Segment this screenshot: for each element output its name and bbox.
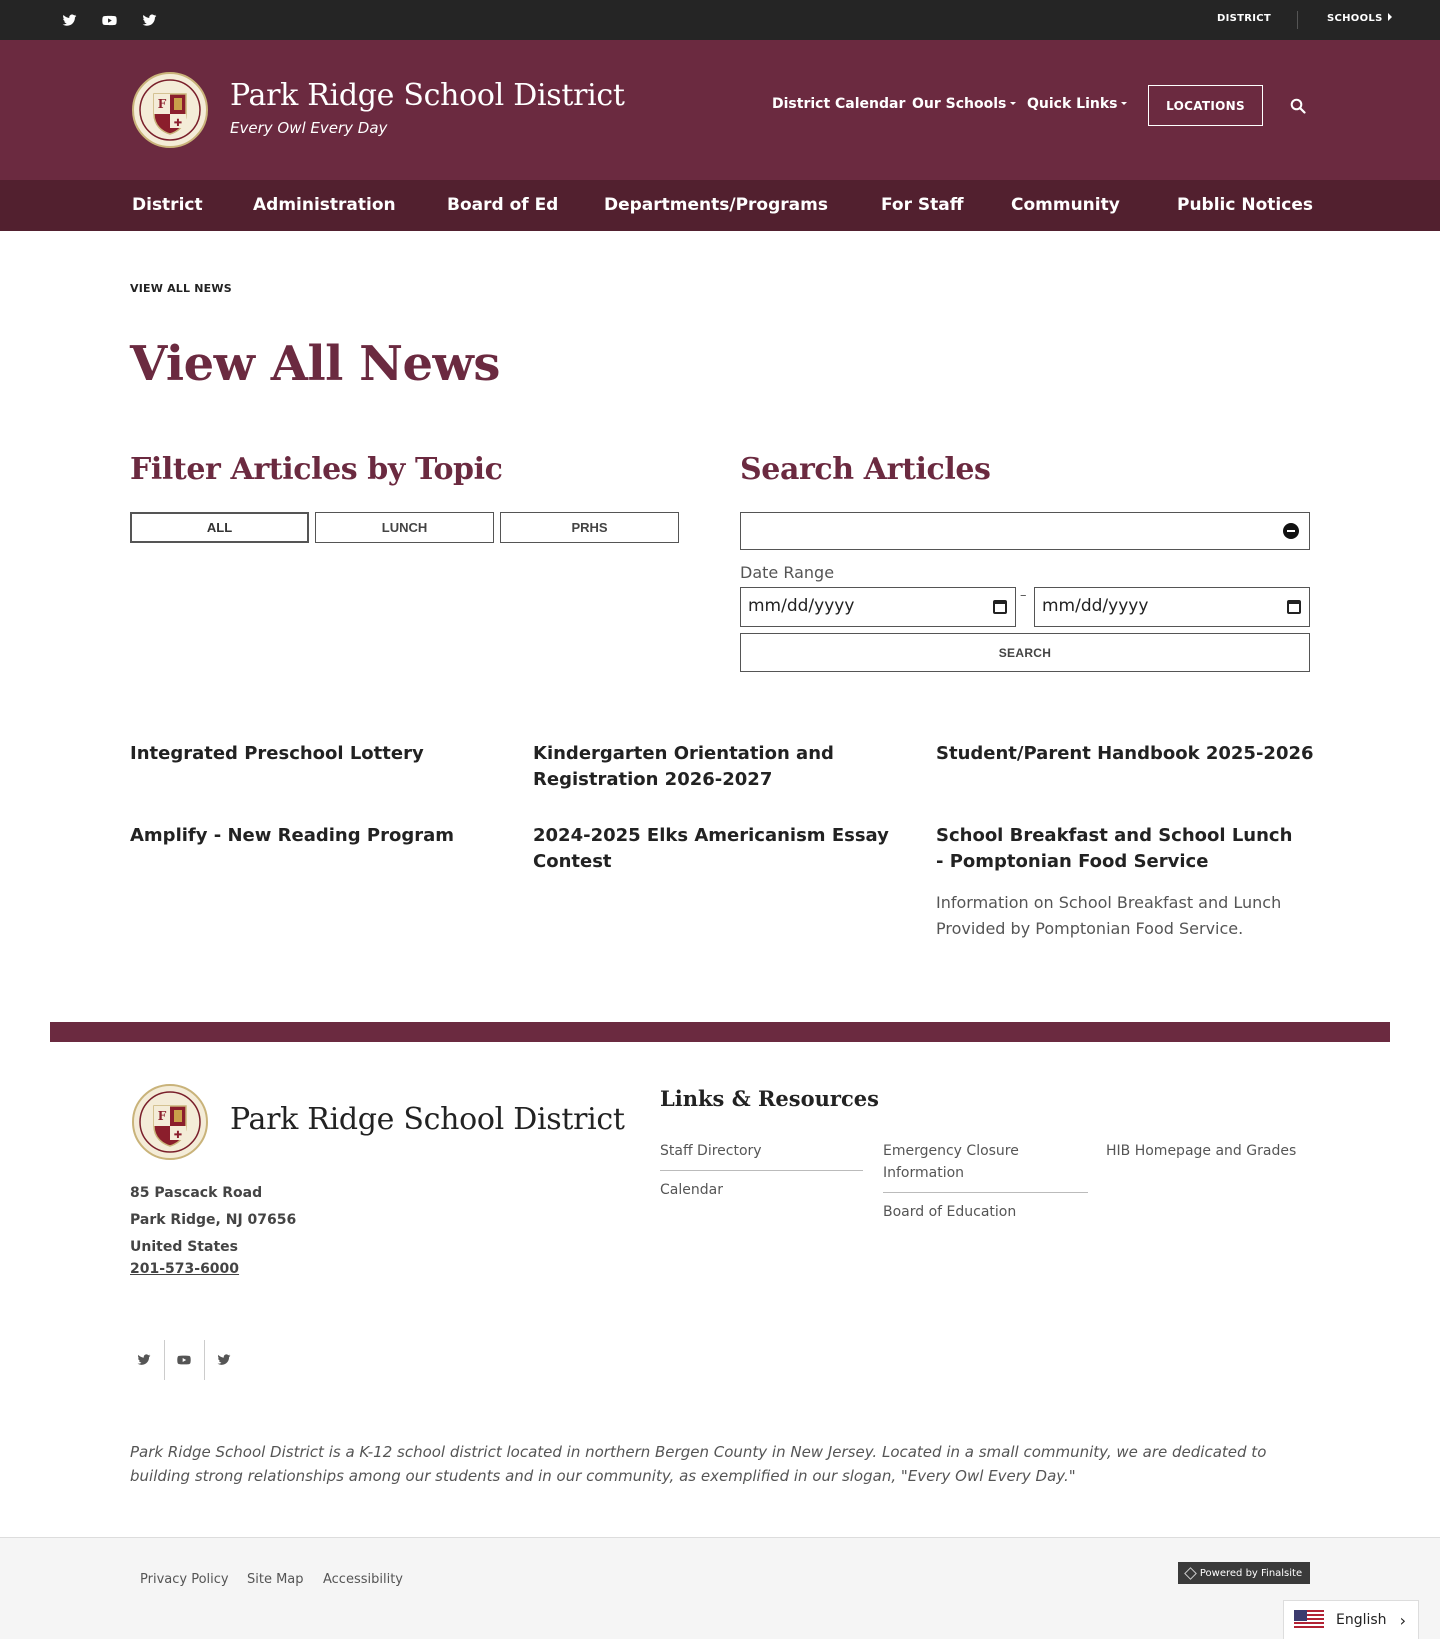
district-seal-logo[interactable] xyxy=(132,72,208,148)
divider xyxy=(1297,11,1298,29)
article-description: Information on School Breakfast and Lunch Provided by Pomptonian Food Service. xyxy=(936,893,1282,938)
nav-our-schools[interactable] xyxy=(912,96,1016,112)
search-icon[interactable] xyxy=(1290,98,1306,114)
svg-text:✚: ✚ xyxy=(173,118,183,129)
topic-all-button[interactable]: ALL xyxy=(130,512,309,543)
nav-for-staff[interactable]: For Staff xyxy=(881,195,964,215)
nav-administration[interactable]: Administration xyxy=(253,195,396,215)
calendar-icon[interactable] xyxy=(1287,600,1301,614)
nav-district-calendar[interactable]: District Calendar xyxy=(772,96,906,112)
breadcrumb: VIEW ALL NEWS xyxy=(130,282,232,295)
svg-text:F: F xyxy=(157,97,167,111)
divider xyxy=(883,1192,1088,1193)
svg-text:F: F xyxy=(157,1109,167,1123)
site-map-link[interactable]: Site Map xyxy=(247,1572,304,1587)
footer-brand-name: Park Ridge School District xyxy=(230,1102,625,1137)
date-from-field[interactable] xyxy=(740,587,1016,627)
nav-community[interactable]: Community xyxy=(1011,195,1120,215)
divider xyxy=(660,1170,863,1171)
language-selector[interactable] xyxy=(1283,1600,1419,1639)
powered-by-finalsite-badge[interactable] xyxy=(1178,1562,1310,1584)
article-title[interactable]: School Breakfast and School Lunch - Pomptonian Food Service xyxy=(936,825,1293,872)
nav-public-notices[interactable]: Public Notices xyxy=(1177,195,1313,215)
brand-name[interactable]: Park Ridge School District xyxy=(230,78,625,113)
us-flag-icon xyxy=(1294,1610,1324,1630)
footer-link[interactable]: Emergency Closure Information xyxy=(883,1143,1019,1181)
date-range-label: Date Range xyxy=(740,563,835,582)
search-title: Search Articles xyxy=(740,452,991,487)
chevron-down-icon xyxy=(1121,102,1127,105)
footer-link[interactable]: HIB Homepage and Grades xyxy=(1106,1143,1297,1159)
phone-link[interactable]: 201-573-6000 xyxy=(130,1261,240,1277)
date-from-placeholder: mm/dd/yyyy xyxy=(748,596,855,616)
main-navigation xyxy=(0,180,1440,231)
quick-links-label: Quick Links xyxy=(1027,96,1118,112)
topic-lunch-button[interactable]: LUNCH xyxy=(315,512,494,543)
schools-menu[interactable] xyxy=(1327,13,1392,24)
nav-board-of-ed[interactable]: Board of Ed xyxy=(447,195,559,215)
search-button[interactable]: SEARCH xyxy=(740,633,1310,672)
chevron-down-icon xyxy=(1010,102,1016,105)
language-label: English xyxy=(1336,1612,1387,1628)
filter-title: Filter Articles by Topic xyxy=(130,452,503,487)
date-to-placeholder: mm/dd/yyyy xyxy=(1042,596,1149,616)
footer-divider-bar xyxy=(50,1022,1390,1042)
district-about-text: Park Ridge School District is a K-12 school district located in northern Bergen County in New Jersey. Located in a small community, we are dedicated to building strong relationships among our students and in our community, as exemplified in our slogan, "Every Owl Every Day." xyxy=(130,1443,1267,1485)
bottom-bar xyxy=(0,1537,1440,1639)
article-title[interactable]: Kindergarten Orientation and Registration 2026-2027 xyxy=(533,743,834,790)
district-link[interactable]: DISTRICT xyxy=(1217,13,1272,24)
youtube-icon[interactable] xyxy=(100,11,118,29)
accessibility-link[interactable]: Accessibility xyxy=(323,1572,403,1587)
svg-text:✚: ✚ xyxy=(173,1130,183,1141)
utility-bar xyxy=(0,0,1440,40)
topic-prhs-button[interactable]: PRHS xyxy=(500,512,679,543)
locations-button[interactable]: LOCATIONS xyxy=(1148,85,1263,126)
privacy-policy-link[interactable]: Privacy Policy xyxy=(140,1572,229,1587)
date-to-field[interactable] xyxy=(1034,587,1310,627)
brand-tagline: Every Owl Every Day xyxy=(230,119,388,137)
twitter-icon[interactable] xyxy=(140,11,158,29)
our-schools-label: Our Schools xyxy=(912,96,1007,112)
links-resources-title: Links & Resources xyxy=(660,1086,879,1111)
footer-link[interactable]: Calendar xyxy=(660,1182,723,1198)
address-country: United States xyxy=(130,1239,238,1255)
date-separator: – xyxy=(1020,588,1027,603)
article-title[interactable]: Student/Parent Handbook 2025-2026 xyxy=(936,743,1314,764)
nav-quick-links[interactable] xyxy=(1027,96,1127,112)
footer-link[interactable]: Board of Education xyxy=(883,1204,1017,1220)
district-seal-logo[interactable] xyxy=(132,1084,208,1160)
twitter-icon[interactable] xyxy=(204,1340,244,1380)
calendar-icon[interactable] xyxy=(993,600,1007,614)
footer-link[interactable]: Staff Directory xyxy=(660,1143,762,1159)
address-street: 85 Pascack Road xyxy=(130,1185,263,1201)
article-search-input[interactable] xyxy=(740,512,1310,550)
nav-district[interactable]: District xyxy=(132,195,203,215)
article-title[interactable]: Integrated Preschool Lottery xyxy=(130,743,424,764)
twitter-icon[interactable] xyxy=(60,11,78,29)
nav-departments-programs[interactable]: Departments/Programs xyxy=(604,195,828,215)
address-city: Park Ridge, NJ 07656 xyxy=(130,1212,297,1228)
powered-by-label: Powered by Finalsite xyxy=(1199,1567,1303,1579)
youtube-icon[interactable] xyxy=(164,1340,204,1380)
article-title[interactable]: 2024-2025 Elks Americanism Essay Contest xyxy=(533,825,889,872)
schools-label: SCHOOLS xyxy=(1327,13,1383,24)
chevron-right-icon xyxy=(1388,13,1392,21)
clear-icon[interactable] xyxy=(1283,523,1299,539)
twitter-icon[interactable] xyxy=(124,1340,164,1380)
page-title: View All News xyxy=(130,336,500,392)
finalsite-icon xyxy=(1184,1567,1197,1580)
site-header xyxy=(0,40,1440,180)
article-title[interactable]: Amplify - New Reading Program xyxy=(130,825,454,846)
chevron-right-icon: › xyxy=(1399,1610,1406,1630)
